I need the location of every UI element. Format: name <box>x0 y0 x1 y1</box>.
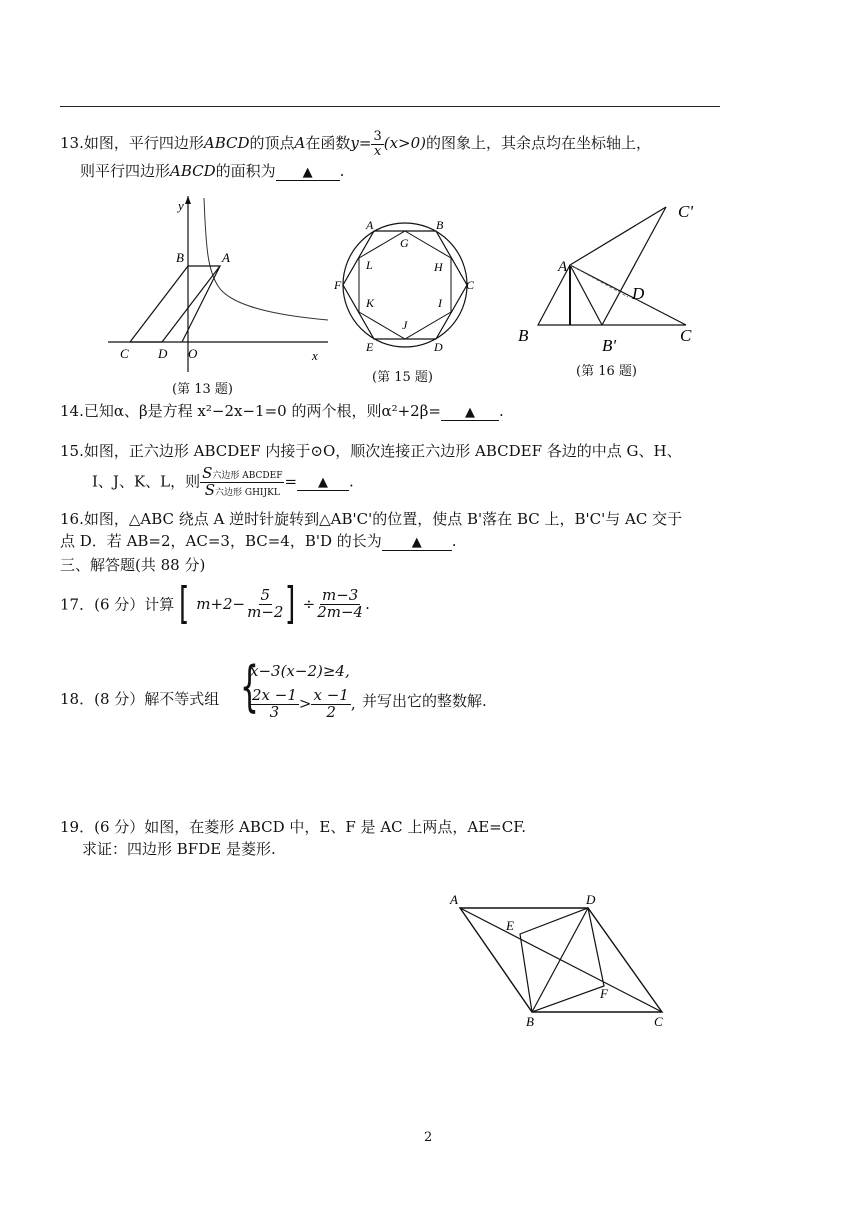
label-F: F <box>600 986 608 1001</box>
q16-line1: 16.如图，△ABC 绕点 A 逆时针旋转到△AB'C'的位置，使点 B'落在 BC 上，B'C'与 AC 交于 <box>60 510 683 528</box>
label-B: B <box>526 1014 534 1028</box>
label-J: J <box>402 318 408 332</box>
label-D: D <box>632 284 645 303</box>
parallelogram-abcd <box>130 266 220 342</box>
brace: { <box>240 655 259 718</box>
q18-ineq1: x−3(x−2)≥4, <box>250 662 350 680</box>
label-E: E <box>366 340 374 354</box>
label-E: E <box>506 918 514 933</box>
q13-line1: 13.如图，平行四边形ABCD的顶点A在函数y= $\frac{3}{x}$ (x>0)的图象上，其余点均在坐标轴上， <box>60 129 652 159</box>
label-C: C <box>466 278 475 292</box>
answer-blank: ▲ <box>382 534 452 551</box>
caption-15: (第 15 题) <box>372 370 433 385</box>
label-H: H <box>434 260 443 274</box>
label-B: B <box>518 326 529 345</box>
label-K: K <box>366 296 375 310</box>
label-A: A <box>366 218 374 232</box>
figure-19 <box>440 888 680 1028</box>
q18-prefix: 18．(8 分）解不等式组 <box>60 690 220 708</box>
label-C: C <box>120 346 129 361</box>
label-C: C <box>654 1014 663 1028</box>
section-3-title: 三、解答题(共 88 分) <box>60 556 206 574</box>
q19-line1: 19．(6 分）如图，在菱形 ABCD 中，E、F 是 AC 上两点，AE=CF. <box>60 818 527 836</box>
caption-16: (第 16 题) <box>576 364 637 379</box>
label-G: G <box>400 236 409 250</box>
page-number: 2 <box>424 1130 433 1145</box>
label-A: A <box>450 892 458 907</box>
label-B: B <box>436 218 444 232</box>
label-Bp: B' <box>602 336 617 355</box>
q15-line2: I、J、K、L，则 $\frac{\text{S六边形 ABCDEF}}{\text{S六边形 GHIJKL}}$ = ▲ . <box>92 464 354 499</box>
top-rule <box>60 106 720 107</box>
label-y: y <box>178 198 184 213</box>
label-L: L <box>366 258 373 272</box>
label-F: F <box>334 278 342 292</box>
label-D: D <box>434 340 443 354</box>
answer-blank: ▲ <box>276 164 340 181</box>
label-Cp: C' <box>678 202 693 221</box>
label-A: A <box>558 259 568 275</box>
label-C: C <box>680 326 692 345</box>
answer-blank: ▲ <box>297 474 349 491</box>
label-x: x <box>312 348 318 363</box>
label-I: I <box>438 296 442 310</box>
q17: 17．(6 分）计算 [ m+2− $\frac{5}{m-2}$ ] ÷ $\frac{m-3}{2m-4}$ . <box>60 578 370 629</box>
answer-blank: ▲ <box>441 404 499 421</box>
q18-tail: 并写出它的整数解. <box>362 692 487 710</box>
label-D: D <box>586 892 596 907</box>
figure-15 <box>330 215 480 355</box>
figure-16 <box>510 195 710 355</box>
q13-line2: 则平行四边形ABCD的面积为 ▲ . <box>80 162 345 180</box>
q14: 14.已知α、β是方程 x²−2x−1=0 的两个根，则α²+2β= ▲ . <box>60 402 504 420</box>
label-O: O <box>188 346 198 361</box>
caption-13: (第 13 题) <box>172 382 233 397</box>
q15-line1: 15.如图，正六边形 ABCDEF 内接于⊙O，顺次连接正六边形 ABCDEF 各边的中点 G、H、 <box>60 442 682 460</box>
label-A: A <box>222 250 230 265</box>
q18-ineq2: $\frac{2x -1}{3}$ > $\frac{x -1}{2}$ , <box>252 686 356 721</box>
figure-13 <box>100 190 340 390</box>
label-D: D <box>158 346 168 361</box>
q19-line2: 求证：四边形 BFDE 是菱形. <box>82 840 276 858</box>
label-B: B <box>176 250 184 265</box>
q16-line2: 点 D．若 AB=2，AC=3，BC=4，B'D 的长为 ▲ . <box>60 532 457 550</box>
